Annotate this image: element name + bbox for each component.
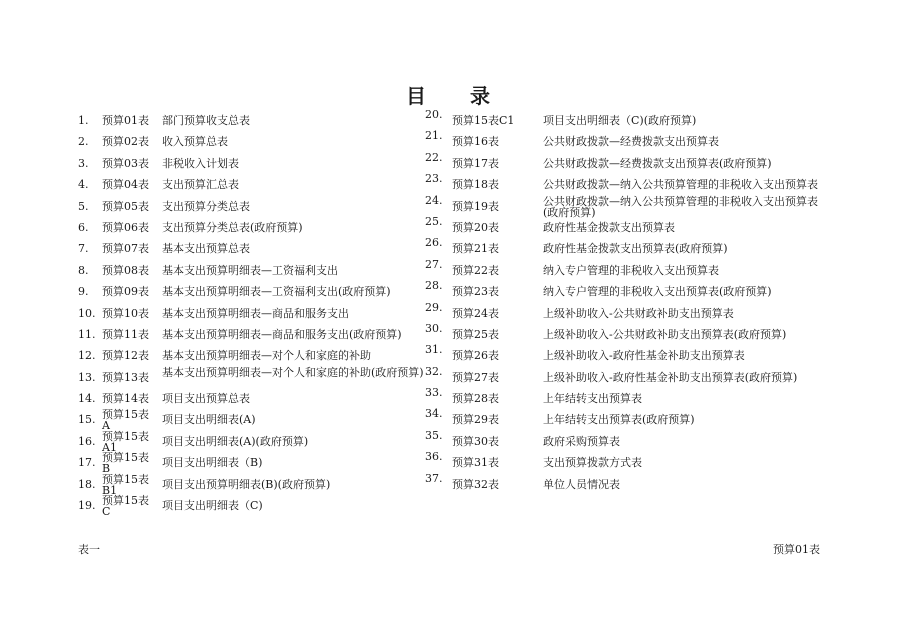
toc-right-column bbox=[425, 110, 845, 495]
toc-entry-number: 14. bbox=[78, 392, 96, 406]
toc-entry-number: 12. bbox=[78, 349, 96, 363]
toc-entry-code: 预算14表 bbox=[102, 392, 149, 406]
toc-entry[interactable] bbox=[425, 388, 845, 409]
toc-entry-title: 政府性基金拨款支出预算表 bbox=[543, 220, 675, 234]
toc-entry-title: 支出预算拨款方式表 bbox=[543, 456, 642, 470]
toc-entry-title: 项目支出明细表（B) bbox=[162, 456, 263, 470]
toc-entry-title: 部门预算收支总表 bbox=[162, 114, 250, 127]
toc-entry-title: 项目支出明细表（C) bbox=[162, 499, 263, 513]
toc-entry-number: 15. bbox=[78, 413, 96, 427]
toc-entry-code: 预算15表C bbox=[102, 494, 149, 519]
toc-entry-number: 34. bbox=[425, 407, 443, 421]
toc-entry[interactable] bbox=[425, 193, 845, 219]
toc-entry-code: 预算09表 bbox=[102, 285, 149, 299]
toc-entry[interactable] bbox=[425, 364, 845, 388]
toc-entry-number: 24. bbox=[425, 193, 443, 207]
toc-entry-number: 8. bbox=[78, 263, 89, 277]
toc-entry-number: 32. bbox=[425, 364, 443, 378]
toc-entry-title: 上级补助收入-政府性基金补助支出预算表 bbox=[543, 349, 745, 363]
toc-entry-code: 预算13表 bbox=[102, 370, 149, 384]
toc-entry-number: 36. bbox=[425, 450, 443, 464]
toc-entry-number: 5. bbox=[78, 199, 89, 213]
toc-entry-number: 25. bbox=[425, 214, 443, 228]
toc-entry[interactable] bbox=[78, 281, 428, 302]
toc-entry[interactable] bbox=[78, 451, 428, 476]
toc-entry[interactable] bbox=[78, 494, 428, 519]
toc-entry[interactable] bbox=[78, 388, 428, 409]
toc-entry-code: 预算30表 bbox=[452, 434, 499, 448]
toc-entry[interactable] bbox=[425, 110, 845, 131]
toc-entry-number: 3. bbox=[78, 156, 89, 170]
toc-entry-title: 项目支出明细表（C)(政府预算) bbox=[543, 114, 697, 127]
toc-entry-title: 公共财政拨款—纳入公共预算管理的非税收入支出预算表 bbox=[543, 178, 818, 192]
toc-entry[interactable] bbox=[425, 131, 845, 152]
toc-entry-code: 预算18表 bbox=[452, 178, 499, 192]
toc-entry[interactable] bbox=[78, 474, 428, 495]
toc-entry-title: 政府性基金拨款支出预算表(政府预算) bbox=[543, 242, 728, 256]
toc-entry[interactable] bbox=[78, 153, 428, 174]
toc-entry-code: 预算12表 bbox=[102, 349, 149, 363]
toc-entry-title: 公共财政拨款—经费拨款支出预算表(政府预算) bbox=[543, 156, 772, 170]
toc-entry-code: 预算06表 bbox=[102, 220, 149, 234]
toc-entry-title: 基本支出预算明细表—工资福利支出 bbox=[162, 263, 338, 277]
toc-entry-code: 预算04表 bbox=[102, 178, 149, 192]
title-char: 录 bbox=[470, 84, 492, 108]
toc-entry-number: 22. bbox=[425, 150, 443, 164]
toc-entry-title: 支出预算分类总表(政府预算) bbox=[162, 220, 303, 234]
toc-entry-code: 预算15表B1 bbox=[102, 472, 149, 497]
toc-entry[interactable] bbox=[425, 257, 845, 281]
toc-entry-number: 29. bbox=[425, 300, 443, 314]
toc-entry-number: 10. bbox=[78, 306, 96, 320]
toc-entry-number: 18. bbox=[78, 477, 96, 491]
toc-entry[interactable] bbox=[78, 131, 428, 152]
toc-entry-title: 单位人员情况表 bbox=[543, 477, 620, 491]
toc-entry-code: 预算29表 bbox=[452, 413, 499, 427]
toc-entry-code: 预算31表 bbox=[452, 456, 499, 470]
toc-entry-number: 27. bbox=[425, 257, 443, 271]
toc-entry-title: 上级补助收入-政府性基金补助支出预算表(政府预算) bbox=[543, 370, 798, 384]
toc-entry-code: 预算17表 bbox=[452, 156, 499, 170]
toc-entry-code: 预算27表 bbox=[452, 370, 499, 384]
toc-entry[interactable] bbox=[425, 281, 845, 302]
toc-entry-number: 35. bbox=[425, 428, 443, 442]
toc-entry[interactable] bbox=[425, 174, 845, 195]
toc-entry[interactable] bbox=[78, 324, 428, 345]
toc-entry[interactable] bbox=[425, 452, 845, 473]
toc-entry-code: 预算16表 bbox=[452, 135, 499, 149]
toc-entry-number: 21. bbox=[425, 129, 443, 143]
toc-entry-number: 37. bbox=[425, 471, 443, 485]
toc-entry-code: 预算10表 bbox=[102, 306, 149, 320]
toc-entry-code: 预算08表 bbox=[102, 263, 149, 277]
toc-entry-title: 上级补助收入-公共财政补助支出预算表 bbox=[543, 306, 734, 320]
toc-left-column bbox=[78, 110, 428, 519]
toc-entry-number: 20. bbox=[425, 108, 443, 121]
toc-entry-title: 基本支出预算明细表—对个人和家庭的补助 bbox=[162, 349, 371, 363]
toc-entry-number: 2. bbox=[78, 135, 89, 149]
toc-entry-title: 项目支出明细表(A) bbox=[162, 413, 256, 427]
toc-entry[interactable] bbox=[78, 174, 428, 195]
footer-left-label: 表一 bbox=[78, 543, 100, 556]
toc-entry[interactable] bbox=[78, 408, 428, 433]
toc-entry-code: 预算15表A bbox=[102, 408, 149, 433]
toc-entry[interactable] bbox=[78, 238, 428, 259]
toc-entry-code: 预算07表 bbox=[102, 242, 149, 256]
toc-entry[interactable] bbox=[425, 321, 845, 345]
toc-entry-title: 上年结转支出预算表(政府预算) bbox=[543, 413, 695, 427]
toc-entry[interactable] bbox=[425, 214, 845, 238]
toc-entry-code: 预算26表 bbox=[452, 349, 499, 363]
toc-entry-number: 33. bbox=[425, 386, 443, 400]
title-char: 目 bbox=[406, 84, 428, 108]
toc-entry-number: 16. bbox=[78, 434, 96, 448]
toc-entry-code: 预算25表 bbox=[452, 327, 499, 341]
toc-entry-code: 预算05表 bbox=[102, 199, 149, 213]
toc-entry-number: 28. bbox=[425, 279, 443, 293]
toc-entry-title: 上年结转支出预算表 bbox=[543, 392, 642, 406]
page-title bbox=[0, 80, 898, 109]
toc-entry-code: 预算02表 bbox=[102, 135, 149, 149]
toc-entry-code: 预算15表C1 bbox=[452, 114, 515, 127]
toc-entry-code: 预算20表 bbox=[452, 220, 499, 234]
toc-entry-code: 预算01表 bbox=[102, 114, 149, 127]
toc-entry-title: 纳入专户管理的非税收入支出预算表 bbox=[543, 263, 719, 277]
toc-entry-title: 项目支出明细表(A)(政府预算) bbox=[162, 434, 309, 448]
toc-entry-title: 基本支出预算明细表—商品和服务支出(政府预算) bbox=[162, 327, 402, 341]
toc-entry-title: 基本支出预算明细表—商品和服务支出 bbox=[162, 306, 349, 320]
toc-entry-code: 预算32表 bbox=[452, 477, 499, 491]
toc-entry[interactable] bbox=[78, 345, 428, 366]
toc-entry[interactable] bbox=[425, 409, 845, 430]
toc-entry-number: 23. bbox=[425, 172, 443, 186]
toc-entry-title: 公共财政拨款—纳入公共预算管理的非税收入支出预算表(政府预算) bbox=[543, 194, 818, 219]
toc-entry[interactable] bbox=[78, 217, 428, 238]
toc-entry[interactable] bbox=[425, 345, 845, 366]
toc-entry-title: 上级补助收入-公共财政补助支出预算表(政府预算) bbox=[543, 327, 787, 341]
toc-entry-code: 预算15表B bbox=[102, 451, 149, 476]
toc-entry[interactable] bbox=[78, 110, 428, 131]
toc-entry-number: 26. bbox=[425, 236, 443, 250]
toc-entry-code: 预算21表 bbox=[452, 242, 499, 256]
toc-entry-number: 4. bbox=[78, 178, 89, 192]
toc-entry-code: 预算03表 bbox=[102, 156, 149, 170]
toc-entry-title: 项目支出预算总表 bbox=[162, 392, 250, 406]
toc-entry[interactable] bbox=[425, 300, 845, 324]
toc-entry-title: 非税收入计划表 bbox=[162, 156, 239, 170]
toc-entry-number: 13. bbox=[78, 370, 96, 384]
toc-entry-number: 31. bbox=[425, 343, 443, 357]
toc-entry-number: 9. bbox=[78, 285, 89, 299]
toc-entry-title: 项目支出预算明细表(B)(政府预算) bbox=[162, 477, 331, 491]
footer-right-label: 预算01表 bbox=[773, 543, 820, 556]
toc-entry[interactable] bbox=[425, 238, 845, 259]
toc-entry[interactable] bbox=[78, 431, 428, 452]
toc-entry[interactable] bbox=[425, 428, 845, 452]
toc-entry[interactable] bbox=[78, 196, 428, 217]
toc-entry-number: 1. bbox=[78, 114, 89, 127]
toc-entry-title: 支出预算汇总表 bbox=[162, 178, 239, 192]
toc-entry-number: 30. bbox=[425, 321, 443, 335]
toc-entry-title: 基本支出预算总表 bbox=[162, 242, 250, 256]
toc-entry-title: 纳入专户管理的非税收入支出预算表(政府预算) bbox=[543, 285, 772, 299]
toc-entry-code: 预算19表 bbox=[452, 199, 499, 213]
toc-entry-code: 预算15表A1 bbox=[102, 429, 149, 454]
toc-entry[interactable] bbox=[78, 303, 428, 324]
toc-entry-number: 17. bbox=[78, 456, 96, 470]
toc-entry-code: 预算28表 bbox=[452, 392, 499, 406]
toc-entry[interactable] bbox=[425, 471, 845, 495]
toc-entry-title: 政府采购预算表 bbox=[543, 434, 620, 448]
toc-entry-title: 基本支出预算明细表—对个人和家庭的补助(政府预算) bbox=[162, 365, 424, 379]
toc-entry-title: 支出预算分类总表 bbox=[162, 199, 250, 213]
toc-entry-code: 预算22表 bbox=[452, 263, 499, 277]
toc-entry[interactable] bbox=[78, 260, 428, 281]
toc-entry-code: 预算11表 bbox=[102, 327, 149, 341]
toc-entry-title: 基本支出预算明细表—工资福利支出(政府预算) bbox=[162, 285, 391, 299]
toc-entry-title: 公共财政拨款—经费拨款支出预算表 bbox=[543, 135, 719, 149]
toc-entry[interactable] bbox=[78, 367, 428, 388]
toc-entry-code: 预算23表 bbox=[452, 285, 499, 299]
toc-entry[interactable] bbox=[425, 150, 845, 174]
toc-entry-number: 11. bbox=[78, 327, 96, 341]
toc-entry-number: 6. bbox=[78, 220, 89, 234]
toc-entry-number: 19. bbox=[78, 499, 96, 513]
toc-entry-code: 预算24表 bbox=[452, 306, 499, 320]
toc-entry-number: 7. bbox=[78, 242, 89, 256]
toc-entry-title: 收入预算总表 bbox=[162, 135, 228, 149]
